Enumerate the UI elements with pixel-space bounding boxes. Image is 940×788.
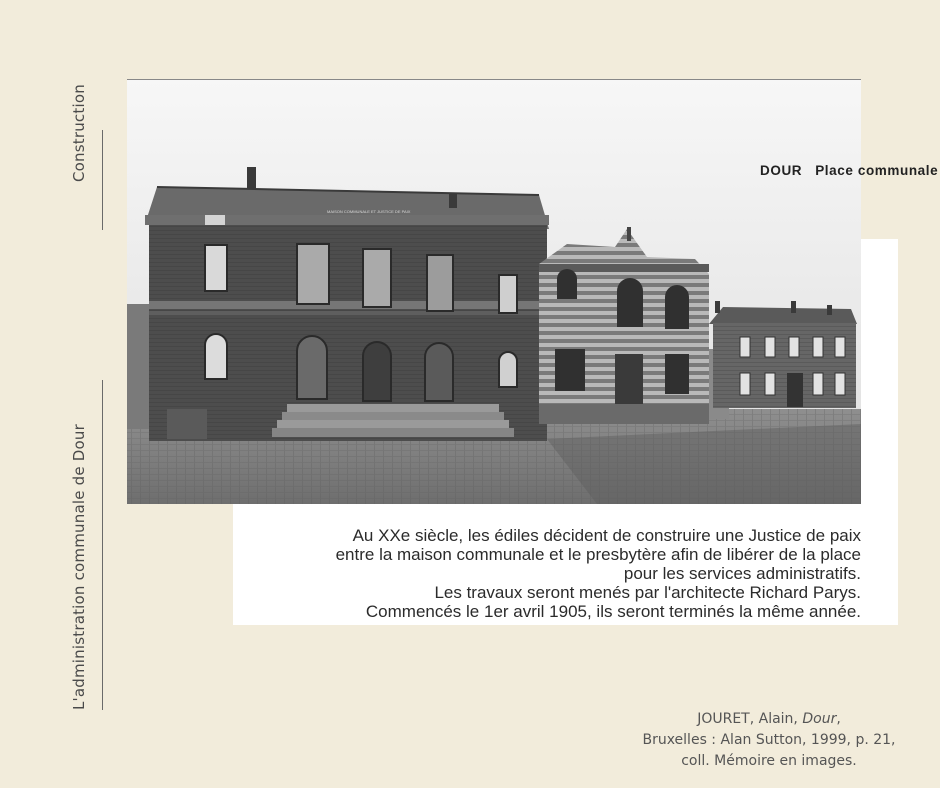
credit-line-1 [600,709,938,730]
caption-line: entre la maison communale et le presbytère afin de libérer de la place [335,545,861,564]
credit-work-title: Dour [802,711,837,727]
sidebar-divider-top [102,130,103,230]
caption-text [240,526,861,621]
credit-line-2: Bruxelles : Alan Sutton, 1999, p. 21, [642,732,896,748]
caption-line: Commencés le 1er avril 1905, ils seront terminés la même année. [365,602,861,621]
credit-punct: , [836,711,841,727]
historic-photo [127,79,939,504]
source-credit [600,709,938,772]
caption-line: Au XXe siècle, les édiles décident de construire une Justice de paix [352,526,861,545]
sidebar-title: L'administration communale de Dour [70,424,88,710]
credit-line-3: coll. Mémoire en images. [681,753,857,769]
photo-caption: DOUR Place communale [760,163,939,178]
caption-line: pour les services administratifs. [623,564,861,583]
sidebar-divider-bottom [102,380,103,710]
town-hall-illustration [127,79,861,504]
credit-author: JOURET, Alain, [697,711,803,727]
building-inscription: MAISON COMMUNALE ET JUSTICE DE PAIX [327,209,411,214]
caption-line: Les travaux seront menés par l'architecte Richard Parys. [434,583,861,602]
sidebar-section-label: Construction [70,84,88,182]
